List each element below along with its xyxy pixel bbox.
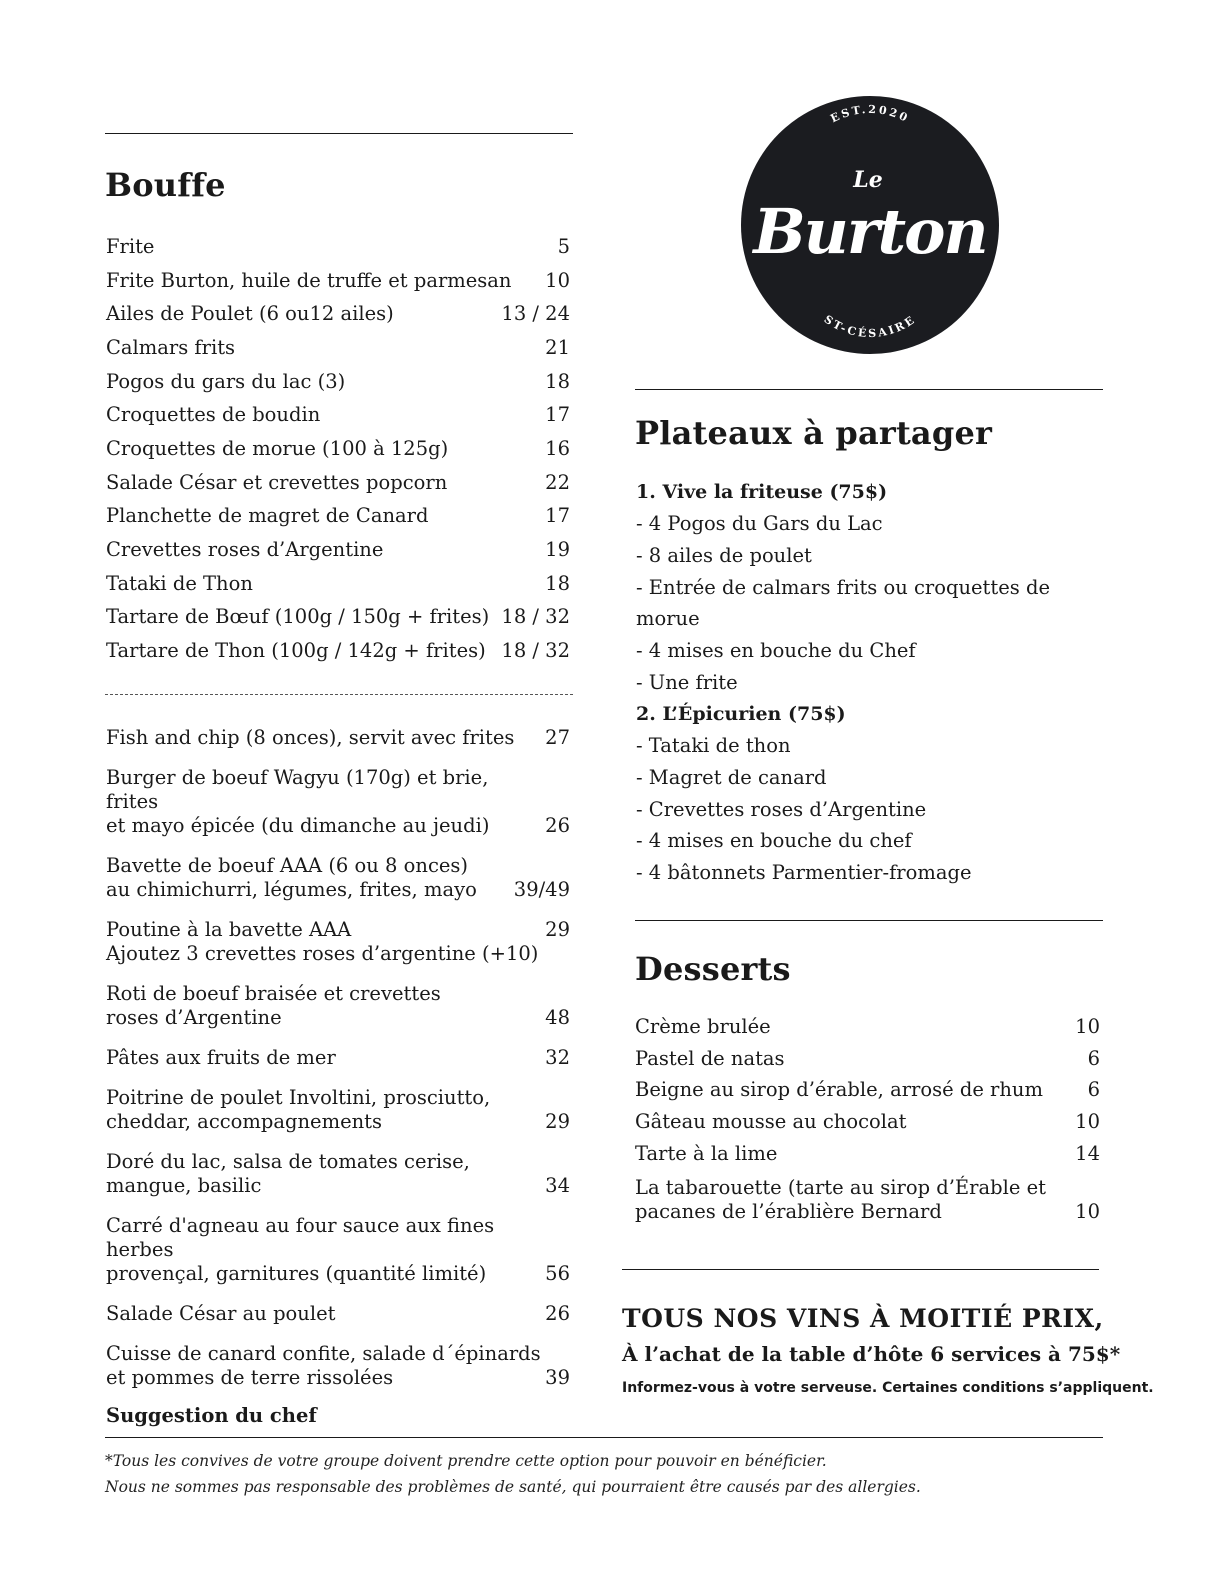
menu-item-name: Poutine à la bavette AAA Ajoutez 3 crevettes roses d’argentine (+10) bbox=[106, 918, 539, 965]
menu-item-name: Tataki de Thon bbox=[106, 571, 253, 595]
menu-item bbox=[106, 533, 570, 567]
menu-item bbox=[106, 432, 570, 466]
menu-item-name: Pastel de natas bbox=[635, 1046, 785, 1070]
menu-item-name: Burger de boeuf Wagyu (170g) et brie, frites et mayo épicée (du dimanche au jeudi) bbox=[106, 766, 490, 837]
footer-note-2: Nous ne sommes pas responsable des problèmes de santé, qui pourraient être causés par des allergies. bbox=[105, 1478, 921, 1496]
wine-conditions: Informez-vous à votre serveuse. Certaines conditions s’appliquent. bbox=[622, 1380, 1154, 1396]
menu-item bbox=[635, 1176, 1100, 1224]
menu-item-price: 22 bbox=[545, 470, 570, 494]
menu-item-name: Pogos du gars du lac (3) bbox=[106, 369, 346, 393]
menu-item-name: Cuisse de canard confite, salade d´épinards et pommes de terre rissolées bbox=[106, 1342, 541, 1389]
menu-item-price: 21 bbox=[545, 335, 570, 359]
menu-item-name: Fish and chip (8 onces), servit avec frites bbox=[106, 726, 515, 749]
menu-item-name: Frite Burton, huile de truffe et parmesan bbox=[106, 268, 512, 292]
menu-item-name: Croquettes de boudin bbox=[106, 403, 321, 427]
menu-item bbox=[106, 264, 570, 298]
menu-item-price: 26 bbox=[545, 1302, 570, 1325]
dashed-divider bbox=[105, 694, 573, 695]
menu-item-name: Tartare de Bœuf (100g / 150g + frites) bbox=[106, 605, 490, 629]
menu-item bbox=[106, 500, 570, 534]
menu-item bbox=[106, 982, 570, 1030]
menu-item bbox=[106, 918, 570, 966]
menu-item bbox=[106, 854, 570, 902]
menu-item-name: Crevettes roses d’Argentine bbox=[106, 538, 384, 562]
plateau-item: - Crevettes roses d’Argentine bbox=[636, 797, 927, 821]
divider-footer bbox=[105, 1437, 1103, 1438]
menu-item bbox=[106, 1150, 570, 1198]
menu-item bbox=[106, 1302, 570, 1326]
menu-item-price: 6 bbox=[1087, 1078, 1100, 1102]
section-title-plateaux: Plateaux à partager bbox=[635, 414, 993, 452]
menu-item-name: Salade César et crevettes popcorn bbox=[106, 470, 448, 494]
menu-item bbox=[106, 726, 570, 750]
menu-item bbox=[106, 297, 570, 331]
menu-item-name: Calmars frits bbox=[106, 335, 236, 359]
menu-item bbox=[635, 1106, 1100, 1138]
menu-item bbox=[106, 601, 570, 635]
divider-wine bbox=[622, 1269, 1099, 1270]
logo-est: EST.2020 bbox=[828, 102, 912, 126]
menu-item-price: 18 bbox=[545, 571, 570, 595]
section-title-bouffe: Bouffe bbox=[105, 166, 226, 204]
menu-item-price: 10 bbox=[1075, 1199, 1100, 1223]
plateau-2-title: 2. L’Épicurien (75$) bbox=[636, 703, 846, 725]
divider-plateaux bbox=[635, 389, 1103, 390]
plateau-item: - 4 mises en bouche du Chef bbox=[636, 639, 916, 663]
plateau-item: - Tataki de thon bbox=[636, 734, 791, 757]
menu-item-price: 56 bbox=[545, 1262, 570, 1285]
logo-name: Burton bbox=[753, 195, 987, 268]
plateau-item: - 4 Pogos du Gars du Lac bbox=[636, 512, 883, 535]
menu-item bbox=[106, 1046, 570, 1070]
menu-item-name: La tabarouette (tarte au sirop d’Érable et pacanes de l’érablière Bernard bbox=[635, 1175, 1046, 1223]
wine-headline: TOUS NOS VINS À MOITIÉ PRIX, bbox=[622, 1304, 1104, 1333]
logo-le: Le bbox=[853, 167, 883, 193]
menu-item bbox=[635, 1011, 1100, 1043]
menu-item bbox=[106, 398, 570, 432]
menu-item-name: Gâteau mousse au chocolat bbox=[635, 1110, 907, 1134]
menu-item-name: Poitrine de poulet Involtini, prosciutto, cheddar, accompagnements bbox=[106, 1086, 491, 1133]
menu-item-name: Doré du lac, salsa de tomates cerise, mangue, basilic bbox=[106, 1150, 470, 1197]
plateau-item: - 8 ailes de poulet bbox=[636, 543, 812, 567]
menu-item-name: Carré d'agneau au four sauce aux fines herbes provençal, garnitures (quantité limité) bbox=[106, 1214, 495, 1285]
menu-item-price: 29 bbox=[545, 1110, 570, 1133]
menu-item bbox=[106, 230, 570, 264]
plateau-1 bbox=[636, 480, 1106, 699]
menu-item-name: Bavette de boeuf AAA (6 ou 8 onces) au chimichurri, légumes, frites, mayo bbox=[106, 854, 477, 901]
menu-item bbox=[106, 1214, 570, 1286]
plateau-item: - Une frite bbox=[636, 670, 738, 694]
menu-item-price: 39/49 bbox=[513, 878, 570, 901]
menu-item bbox=[106, 567, 570, 601]
menu-item-price: 6 bbox=[1087, 1046, 1100, 1070]
menu-item bbox=[106, 466, 570, 500]
plateau-item: - 4 mises en bouche du chef bbox=[636, 829, 912, 853]
menu-item-price: 10 bbox=[545, 268, 570, 292]
menu-item-price: 13 / 24 bbox=[501, 302, 570, 326]
menu-item-price: 18 / 32 bbox=[501, 605, 570, 629]
menu-item bbox=[106, 766, 570, 838]
menu-item bbox=[106, 634, 570, 668]
plateau-item: - Entrée de calmars frits ou croquettes de morue bbox=[636, 575, 1050, 631]
menu-item-price: 39 bbox=[545, 1366, 570, 1389]
menu-item bbox=[635, 1138, 1100, 1170]
plateau-item: - 4 bâtonnets Parmentier-fromage bbox=[636, 861, 972, 885]
menu-item bbox=[106, 1086, 570, 1134]
menu-item-name: Tartare de Thon (100g / 142g + frites) bbox=[106, 639, 486, 663]
menu-item-name: Planchette de magret de Canard bbox=[106, 504, 429, 528]
plateau-2 bbox=[636, 702, 1106, 889]
menu-item-price: 10 bbox=[1075, 1014, 1100, 1038]
le-burton-logo bbox=[740, 95, 1000, 355]
menu-item bbox=[635, 1043, 1100, 1075]
menu-item-name: Croquettes de morue (100 à 125g) bbox=[106, 436, 449, 460]
menu-item-price: 27 bbox=[545, 726, 570, 749]
desserts-list bbox=[635, 1011, 1100, 1224]
plateau-2-items bbox=[636, 730, 1106, 889]
plateau-1-items bbox=[636, 508, 1106, 699]
menu-item-name: Beigne au sirop d’érable, arrosé de rhum bbox=[635, 1078, 1043, 1102]
menu-item-price: 5 bbox=[557, 234, 570, 258]
chef-suggestion: Suggestion du chef bbox=[106, 1404, 317, 1427]
menu-item-price: 10 bbox=[1075, 1110, 1100, 1134]
menu-item bbox=[106, 365, 570, 399]
logo-city: ST-CÉSAIRE bbox=[821, 312, 919, 341]
menu-item-price: 34 bbox=[545, 1174, 570, 1197]
menu-item-price: 26 bbox=[545, 814, 570, 837]
menu-item-price: 17 bbox=[545, 403, 570, 427]
menu-item-name: Roti de boeuf braisée et crevettes roses d’Argentine bbox=[106, 982, 441, 1029]
menu-item-price: 16 bbox=[545, 436, 570, 460]
divider-desserts bbox=[635, 920, 1103, 921]
menu-item-name: Crème brulée bbox=[635, 1014, 771, 1038]
menu-item bbox=[106, 1342, 570, 1390]
menu-item-price: 17 bbox=[545, 504, 570, 528]
mains-list bbox=[106, 726, 570, 1427]
divider-top-left bbox=[105, 133, 573, 134]
menu-item-price: 14 bbox=[1075, 1142, 1100, 1166]
menu-item-price: 32 bbox=[545, 1046, 570, 1069]
menu-item-price: 18 bbox=[545, 369, 570, 393]
menu-item-name: Salade César au poulet bbox=[106, 1302, 336, 1325]
plateau-item: - Magret de canard bbox=[636, 765, 827, 789]
footer-note-1: *Tous les convives de votre groupe doivent prendre cette option pour pouvoir en bénéficier. bbox=[105, 1452, 827, 1470]
menu-item-price: 29 bbox=[545, 918, 570, 941]
menu-item bbox=[635, 1075, 1100, 1107]
bouffe-list bbox=[106, 230, 570, 668]
menu-item-price: 19 bbox=[545, 538, 570, 562]
menu-item bbox=[106, 331, 570, 365]
menu-item-price: 18 / 32 bbox=[501, 639, 570, 663]
section-title-desserts: Desserts bbox=[635, 950, 791, 988]
plateau-1-title: 1. Vive la friteuse (75$) bbox=[636, 481, 888, 503]
menu-item-name: Ailes de Poulet (6 ou12 ailes) bbox=[106, 302, 394, 326]
menu-item-price: 48 bbox=[545, 1006, 570, 1029]
menu-item-name: Tarte à la lime bbox=[635, 1142, 778, 1166]
menu-item-name: Pâtes aux fruits de mer bbox=[106, 1046, 336, 1069]
wine-offer: À l’achat de la table d’hôte 6 services à 75$* bbox=[622, 1342, 1121, 1366]
menu-item-name: Frite bbox=[106, 234, 155, 258]
